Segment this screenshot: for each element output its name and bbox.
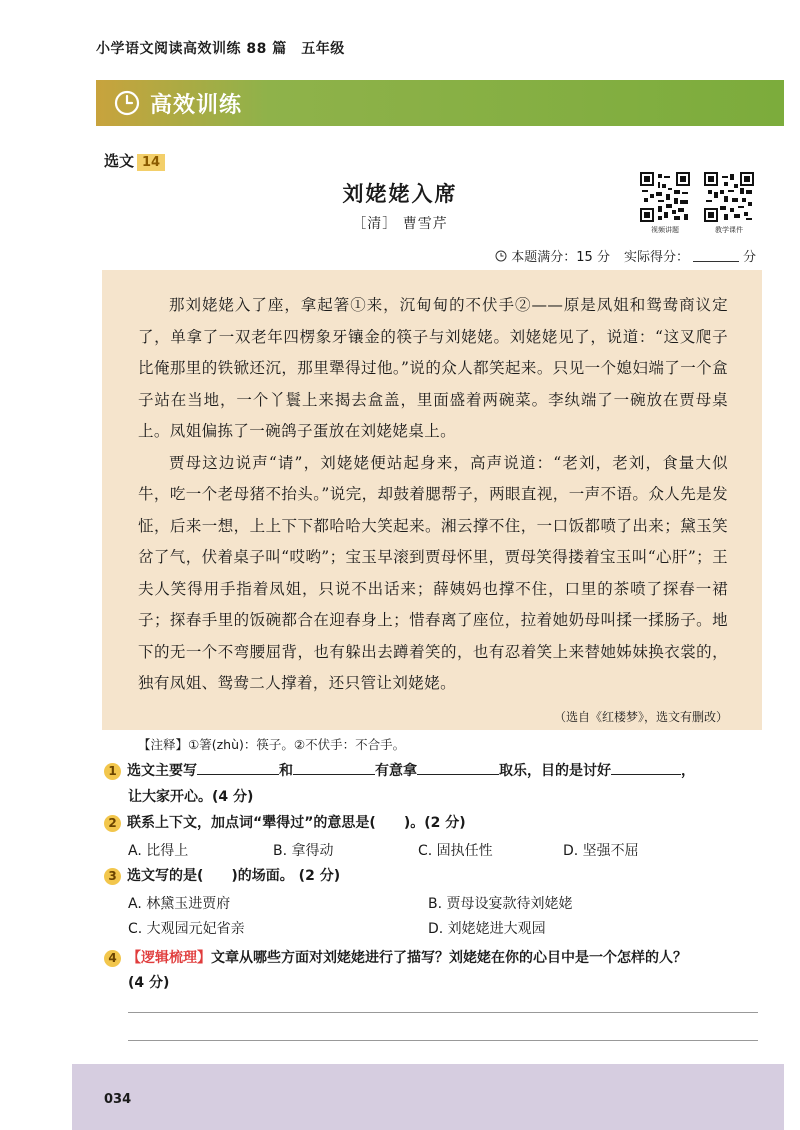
- q1-line-2: 让大家开心。(4 分): [128, 789, 254, 805]
- q3-text-a: 选文写的是(: [127, 868, 204, 884]
- section-number: 14: [137, 154, 165, 171]
- q3-option-c[interactable]: C. 大观园元妃省亲: [128, 921, 245, 937]
- question-4: [104, 946, 764, 996]
- q4-tag: 【逻辑梳理】: [127, 950, 211, 966]
- q2-option-b[interactable]: B. 拿得动: [273, 843, 334, 859]
- q2-option-c[interactable]: C. 固执任性: [418, 843, 493, 859]
- passage-source: （选自《红楼梦》，选文有删改）: [553, 709, 728, 724]
- clock-icon: [114, 90, 140, 116]
- article-author: ［清］ 曹雪芹: [352, 216, 448, 232]
- q2-option-a[interactable]: A. 比得上: [128, 843, 189, 859]
- section-banner: [96, 80, 784, 126]
- question-2: [104, 812, 764, 832]
- q1-text-1: 选文主要写: [127, 763, 197, 779]
- q3-options-row-1: [128, 893, 728, 913]
- q1-text-3: 有意拿: [375, 763, 417, 779]
- q2-text-a: 联系上下文，加点词“犟得过”的意思是(: [127, 815, 376, 831]
- passage-paragraph-2: 贾母这边说声“请”，刘姥姥便站起身来，高声说道：“老刘，老刘，食量大似牛，吃一个老母猪不抬头。”说完，却鼓着腮帮子，两眼直视，一声不语。众人先是发怔，后来一想，上上下下都哈哈大笑起来。湘云撑不住，一口饭都喷了出来；黛玉笑岔了气，伏着桌子叫“哎哟”；宝玉早滚到贾母怀里，贾母笑得搂着宝玉叫“心肝”；王夫人笑得用手指着凤姐，只说不出话来；薛姨妈也撑不住，口里的茶喷了探春一裙子；探春手里的饭碗都合在迎春身上；惜春离了座位，拉着她奶母叫揉一揉肠子。地下的无一个不弯腰屈背，也有躲出去蹲着笑的，也有忍着笑上来替她姊妹换衣裳的，独有凤姐、鸳鸯二人撑着，还只管让刘姥姥。: [138, 453, 728, 692]
- q1-text-2: 和: [279, 763, 293, 779]
- q1-text-5: ，: [681, 763, 695, 779]
- q3-text-b: )的场面。 (2 分): [231, 868, 341, 884]
- banner-title: 高效训练: [150, 92, 243, 118]
- passage-paragraph-1: 那刘姥姥入了座，拿起箸①来，沉甸甸的不伏手②——原是凤姐和鸳鸯商议定了，单拿了一双老年四楞象牙镶金的筷子与刘姥姥。刘姥姥见了，说道：“这叉爬子比俺那里的铁锨还沉，那里犟得过他。”说的众人都笑起来。只见一个媳妇端了一个盒子站在当地，一个丫鬟上来揭去盒盖，里面盛着两碗菜。李纨端了一碗放在贾母桌上。凤姐偏拣了一碗鸽子蛋放在刘姥姥桌上。: [138, 296, 728, 440]
- qr-caption-video: 视频讲题: [651, 226, 679, 234]
- question-number: 3: [104, 868, 121, 885]
- q4-answer-line-1[interactable]: [128, 1012, 758, 1013]
- q1-text-4: 取乐，目的是讨好: [499, 763, 611, 779]
- q4-text: 文章从哪些方面对刘姥姥进行了描写？刘姥姥在你的心目中是一个怎样的人？: [211, 950, 687, 966]
- question-number: 4: [104, 950, 121, 967]
- question-3: [104, 865, 764, 885]
- score-unit: 分: [742, 250, 756, 265]
- full-score: 本题满分：15 分: [511, 250, 610, 265]
- article-title: 刘姥姥入席: [342, 181, 458, 206]
- qr-code-courseware[interactable]: [704, 172, 754, 222]
- actual-score-input[interactable]: [693, 249, 739, 262]
- q1-blank-4[interactable]: [611, 760, 681, 775]
- q4-points: (4 分): [128, 975, 170, 991]
- question-number: 1: [104, 763, 121, 780]
- q1-blank-2[interactable]: [293, 760, 375, 775]
- running-head: 小学语文阅读高效训练 88 篇 五年级: [96, 41, 345, 57]
- q2-text-b: )。(2 分): [403, 815, 466, 831]
- q3-option-b[interactable]: B. 贾母设宴款待刘姥姥: [428, 896, 573, 912]
- page-number: 034: [104, 1092, 132, 1107]
- q4-answer-line-2[interactable]: [128, 1040, 758, 1041]
- q3-option-d[interactable]: D. 刘姥姥进大观园: [428, 921, 546, 937]
- timer-icon: [495, 250, 507, 262]
- q3-options-row-2: [128, 918, 728, 938]
- section-label: [104, 150, 165, 171]
- q1-blank-3[interactable]: [417, 760, 499, 775]
- question-1: [104, 760, 764, 806]
- qr-caption-courseware: 教学课件: [715, 226, 743, 234]
- reading-passage: [102, 270, 762, 752]
- q2-options: [128, 840, 708, 860]
- page-footer-band: [72, 1064, 784, 1130]
- qr-code-video[interactable]: [640, 172, 690, 222]
- actual-score-label: 实际得分：: [623, 250, 689, 265]
- q2-option-d[interactable]: D. 坚强不屈: [563, 843, 639, 859]
- section-label-text: 选文: [104, 152, 135, 170]
- q1-blank-1[interactable]: [197, 760, 279, 775]
- score-line: [495, 246, 756, 265]
- passage-note: 【注释】①箸(zhù)：筷子。②不伏手：不合手。: [138, 736, 406, 752]
- q3-option-a[interactable]: A. 林黛玉进贾府: [128, 896, 231, 912]
- question-number: 2: [104, 815, 121, 832]
